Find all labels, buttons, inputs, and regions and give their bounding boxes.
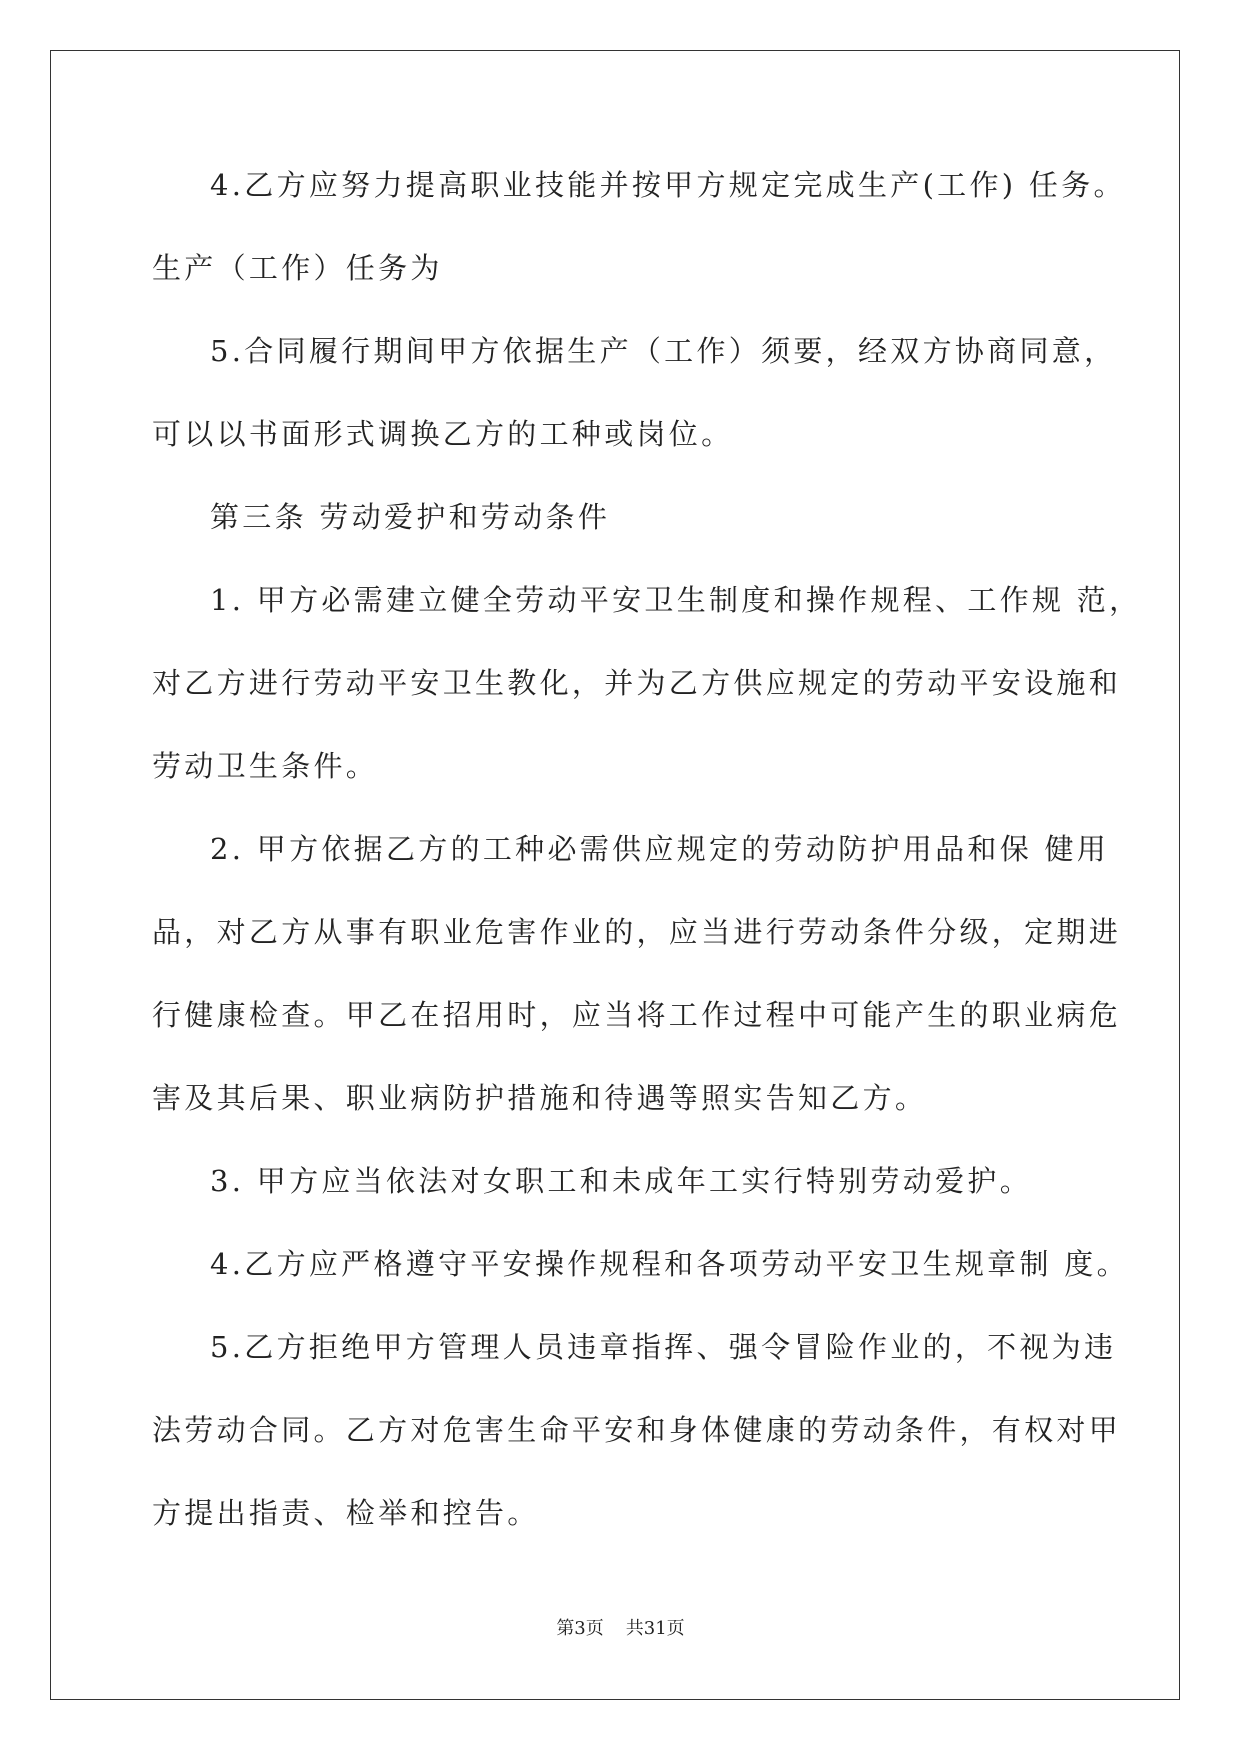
paragraph-line: 方提出指责、检举和控告。: [152, 1496, 540, 1530]
paragraph-line: 对乙方进行劳动平安卫生教化，并为乙方供应规定的劳动平安设施和: [152, 666, 1122, 700]
section-heading: 第三条 劳动爱护和劳动条件: [210, 500, 611, 534]
paragraph-line: 5.乙方拒绝甲方管理人员违章指挥、强令冒险作业的，不视为违: [210, 1330, 1117, 1364]
page-footer: [0, 1614, 1241, 1640]
paragraph-line: 害及其后果、职业病防护措施和待遇等照实告知乙方。: [152, 1081, 928, 1115]
paragraph-line: 行健康检查。甲乙在招用时，应当将工作过程中可能产生的职业病危: [152, 998, 1122, 1032]
total-pages: 共31页: [625, 1618, 685, 1639]
paragraph-line: 3. 甲方应当依法对女职工和未成年工实行特别劳动爱护。: [210, 1164, 1032, 1198]
paragraph-line: 可以以书面形式调换乙方的工种或岗位。: [152, 417, 734, 451]
paragraph-line: 4.乙方应严格遵守平安操作规程和各项劳动平安卫生规章制 度。: [210, 1247, 1129, 1281]
page-number: 第3页: [556, 1618, 604, 1639]
paragraph-line: 2. 甲方依据乙方的工种必需供应规定的劳动防护用品和保 健用: [210, 832, 1110, 866]
paragraph-line: 法劳动合同。乙方对危害生命平安和身体健康的劳动条件，有权对甲: [152, 1413, 1122, 1447]
paragraph-line: 劳动卫生条件。: [152, 749, 379, 783]
paragraph-line: 4.乙方应努力提高职业技能并按甲方规定完成生产(工作) 任务。: [210, 168, 1126, 202]
paragraph-line: 1. 甲方必需建立健全劳动平安卫生制度和操作规程、工作规 范，: [210, 583, 1142, 617]
paragraph-line: 5.合同履行期间甲方依据生产（工作）须要，经双方协商同意，: [210, 334, 1117, 368]
paragraph-line: 生产（工作）任务为: [152, 251, 443, 285]
document-body: [152, 165, 1142, 1576]
paragraph-line: 品，对乙方从事有职业危害作业的，应当进行劳动条件分级，定期进: [152, 915, 1122, 949]
